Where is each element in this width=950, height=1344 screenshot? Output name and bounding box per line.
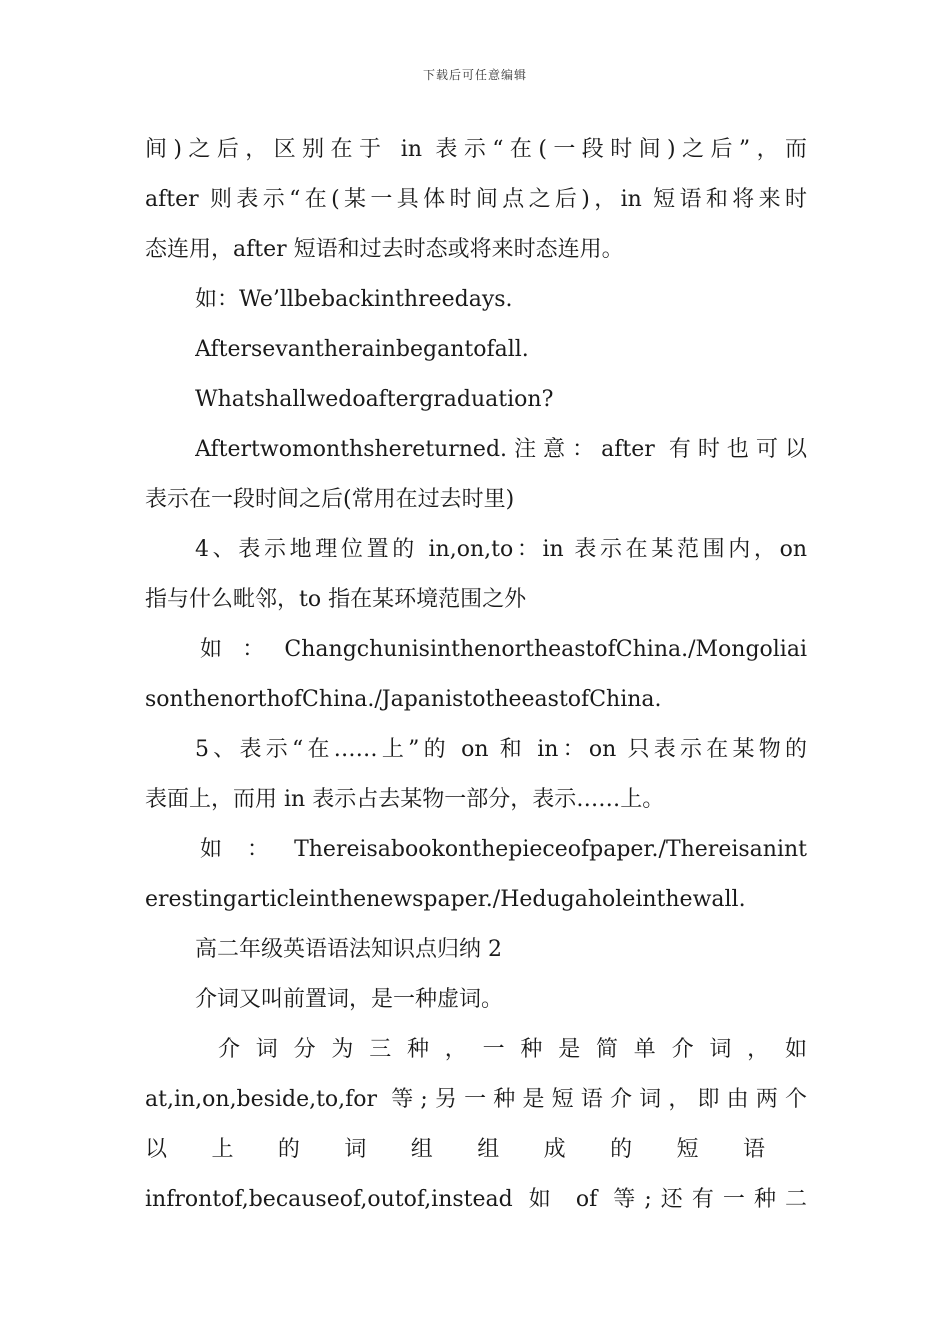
text-line: Aftertwomonthshereturned.注意：after 有时也可以 bbox=[195, 437, 807, 462]
text-line: 以上的词组组成的短语 bbox=[145, 1137, 765, 1162]
text-line: 介词分为三种，一种是简单介词，如 bbox=[218, 1037, 807, 1062]
text-line: 5、表示“在……上”的 on 和 in：on 只表示在某物的 bbox=[195, 737, 807, 762]
section-heading: 高二年级英语语法知识点归纳 2 bbox=[195, 937, 502, 962]
page-header: 下载后可任意编辑 bbox=[422, 68, 527, 82]
text-line: after 则表示“在(某一具体时间点之后)，in 短语和将来时 bbox=[145, 187, 807, 212]
text-line: 如：We’llbebackinthreedays. bbox=[195, 287, 513, 312]
text-line: 间)之后，区别在于 in 表示“在(一段时间)之后”，而 bbox=[145, 137, 807, 162]
text-line: Whatshallwedoaftergraduation? bbox=[195, 387, 554, 412]
text-line: infrontof,becauseof,outof,instead 如 of 等;还有一种二 bbox=[145, 1187, 807, 1212]
text-line: erestingarticleinthenewspaper./Hedugaholeinthewall. bbox=[145, 887, 746, 912]
text-line: Aftersevantherainbegantofall. bbox=[195, 337, 529, 362]
text-line: 表面上，而用 in 表示占去某物一部分，表示……上。 bbox=[145, 787, 665, 812]
text-line: 态连用，after 短语和过去时态或将来时态连用。 bbox=[145, 237, 624, 262]
text-line: 如：ChangchunisinthenortheastofChina./Mongoliai bbox=[200, 637, 807, 662]
text-line: sonthenorthofChina./JapanistotheeastofChina. bbox=[145, 687, 662, 712]
text-line: 如：Thereisabookonthepieceofpaper./Thereisanint bbox=[200, 837, 807, 862]
text-line: at,in,on,beside,to,for 等;另一种是短语介词，即由两个 bbox=[145, 1087, 807, 1112]
text-line: 4、表示地理位置的 in,on,to：in 表示在某范围内，on bbox=[195, 537, 807, 562]
text-line: 指与什么毗邻，to 指在某环境范围之外 bbox=[145, 587, 527, 612]
text-line: 介词又叫前置词，是一种虚词。 bbox=[195, 987, 504, 1012]
text-line: 表示在一段时间之后(常用在过去时里) bbox=[145, 487, 515, 512]
